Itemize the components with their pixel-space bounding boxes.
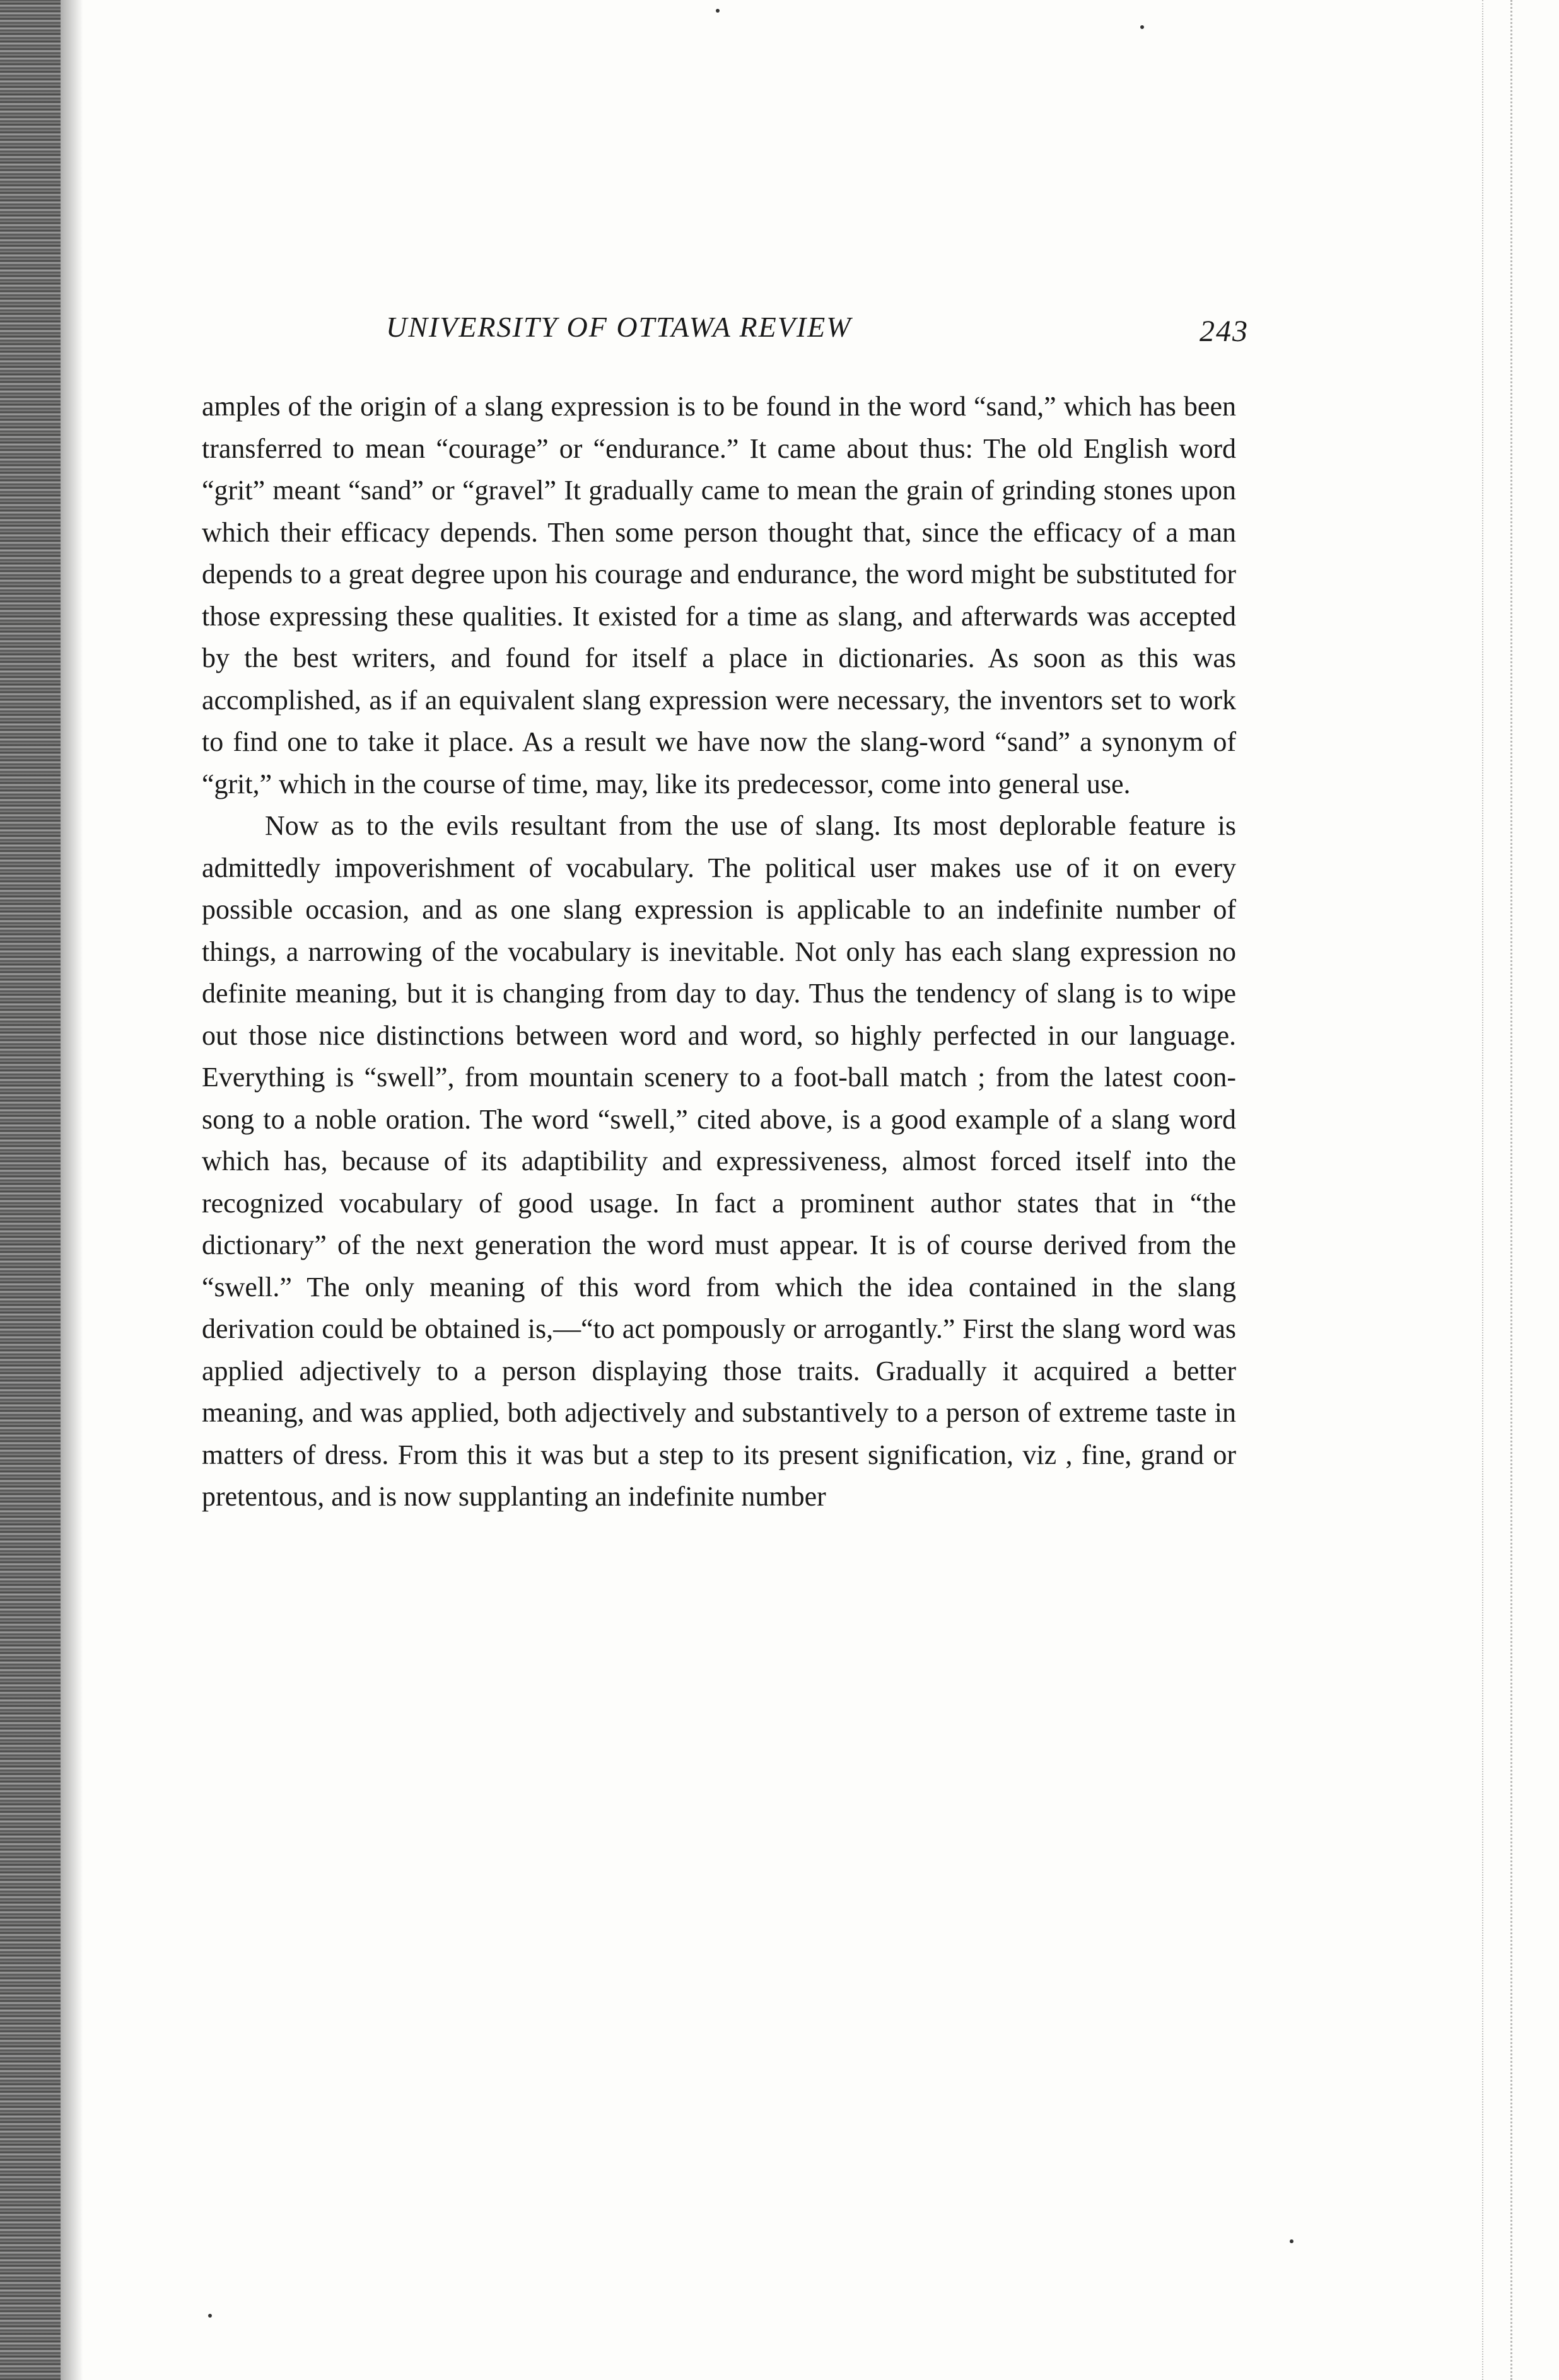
scan-speck xyxy=(208,2314,212,2318)
binding-shadow xyxy=(61,0,83,2380)
scan-speck xyxy=(1290,2239,1293,2243)
scan-speck xyxy=(1140,25,1144,29)
scan-speck xyxy=(716,9,720,13)
right-page-edge-marks xyxy=(1510,0,1514,2380)
page-number: 243 xyxy=(1200,315,1249,348)
body-text xyxy=(202,386,1236,1518)
paragraph-2: Now as to the evils resultant from the use of slang. Its most deplorable feature is admittedly impoverishment of vocabulary. The political user makes use of it on every possible occasion, and as one slang expression is applicable to an indefinite number of things, a narrowing of the vocabulary is inevitable. Not only has each slang expression no definite meaning, but it is changing from day to day. Thus the tendency of slang is to wipe out those nice distinctions between word and word, so highly perfected in our language. Everything is “swell”, from mountain scenery to a foot-ball match ; from the latest coon-song to a noble oration. The word “swell,” cited above, is a good example of a slang word which has, because of its adaptibility and expressiveness, almost forced itself into the recognized vocabulary of good usage. In fact a prominent author states that in “the dictionary” of the next generation the word must appear. It is of course derived from the “swell.” The only meaning of this word from which the idea contained in the slang derivation could be obtained is,—“to act pompously or arrogantly.” First the slang word was applied adjectively to a person displaying those traits. Gradually it acquired a better meaning, and was applied, both adjectively and substantively to a person of extreme taste in matters of dress. From this it was but a step to its present signification, viz , fine, grand or pretentous, and is now supplanting an indefinite number xyxy=(202,810,1236,1512)
paragraph-1: amples of the origin of a slang expression is to be found in the word “sand,” which has been transferred to mean “courage” or “endurance.” It came about thus: The old English word “grit” meant “sand” or “gravel” It gradually came to mean the grain of grinding stones upon which their efficacy depends. Then some person thought that, since the efficacy of a man depends to a great degree upon his courage and endurance, the word might be substituted for those expressing these qualities. It existed for a time as slang, and afterwards was accepted by the best writers, and found for itself a place in dictionaries. As soon as this was accomplished, as if an equivalent slang expression were necessary, the inventors set to work to find one to take it place. As a result we have now the slang-word “sand” a synonym of “grit,” which in the course of time, may, like its predecessor, come into general use. xyxy=(202,391,1236,799)
binding-edge xyxy=(0,0,61,2380)
running-head xyxy=(386,310,1282,356)
journal-title: UNIVERSITY OF OTTAWA REVIEW xyxy=(386,311,852,343)
